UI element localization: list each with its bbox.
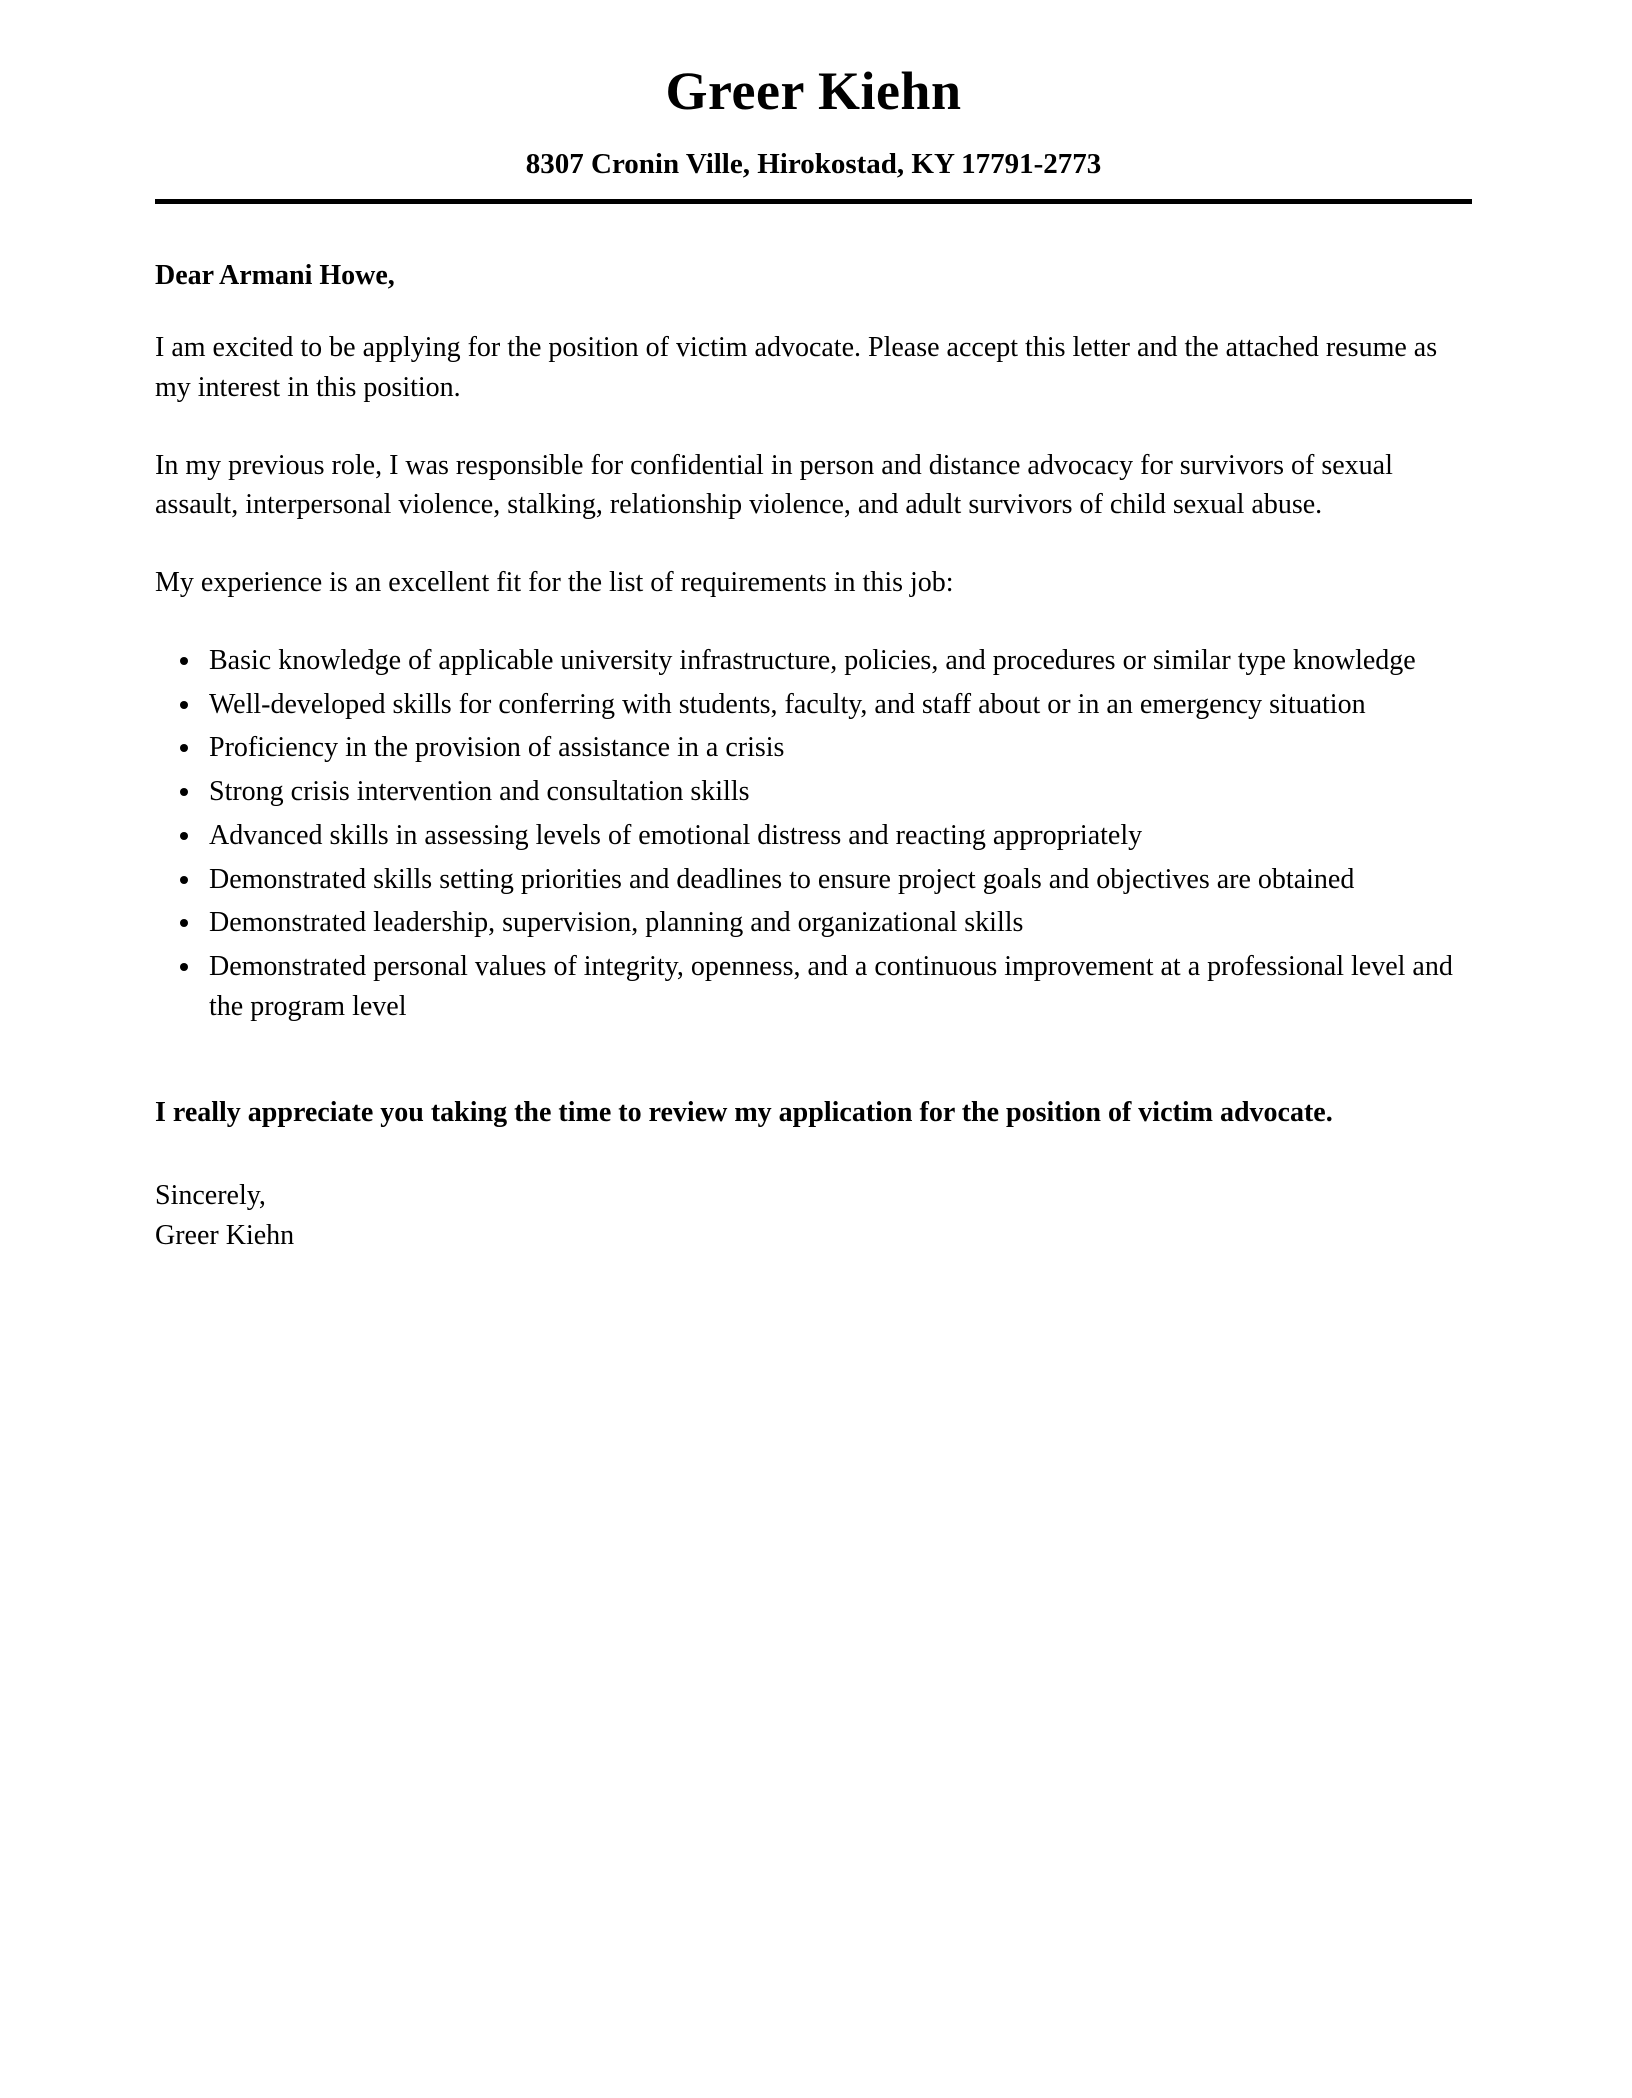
header-divider	[155, 199, 1472, 204]
signature-name: Greer Kiehn	[155, 1220, 295, 1251]
list-item: • Basic knowledge of applicable university infrastructure, policies, and procedures or similar type knowledge	[203, 641, 1472, 681]
intro-paragraph: I am excited to be applying for the position of victim advocate. Please accept this letter and the attached resume as my interest in this position.	[155, 332, 1438, 403]
list-item: • Demonstrated leadership, supervision, planning and organizational skills	[203, 903, 1472, 943]
salutation: Dear Armani Howe,	[155, 260, 395, 291]
list-item: • Proficiency in the provision of assistance in a crisis	[203, 728, 1472, 768]
closing-statement: I really appreciate you taking the time to review my application for the position of victim advocate.	[155, 1096, 1333, 1128]
list-item: • Demonstrated personal values of integrity, openness, and a continuous improvement at a professional level and the program level	[203, 947, 1472, 1027]
list-item: • Advanced skills in assessing levels of emotional distress and reacting appropriately	[203, 816, 1472, 856]
sender-name: Greer Kiehn	[665, 61, 962, 121]
list-item: • Demonstrated skills setting priorities and deadlines to ensure project goals and objectives are obtained	[203, 860, 1472, 900]
requirements-list	[155, 641, 1472, 1027]
letter-header	[155, 60, 1472, 181]
experience-paragraph: In my previous role, I was responsible for confidential in person and distance advocacy for survivors of sexual assault, interpersonal violence, stalking, relationship violence, and adult survivors of child sexual abuse.	[155, 449, 1393, 521]
list-item: • Well-developed skills for conferring with students, faculty, and staff about or in an emergency situation	[203, 685, 1472, 725]
signoff: Sincerely,	[155, 1180, 266, 1212]
sender-address: 8307 Cronin Ville, Hirokostad, KY 17791-2773	[525, 148, 1102, 180]
fit-paragraph: My experience is an excellent fit for the list of requirements in this job:	[155, 567, 954, 598]
list-item: • Strong crisis intervention and consultation skills	[203, 772, 1472, 812]
